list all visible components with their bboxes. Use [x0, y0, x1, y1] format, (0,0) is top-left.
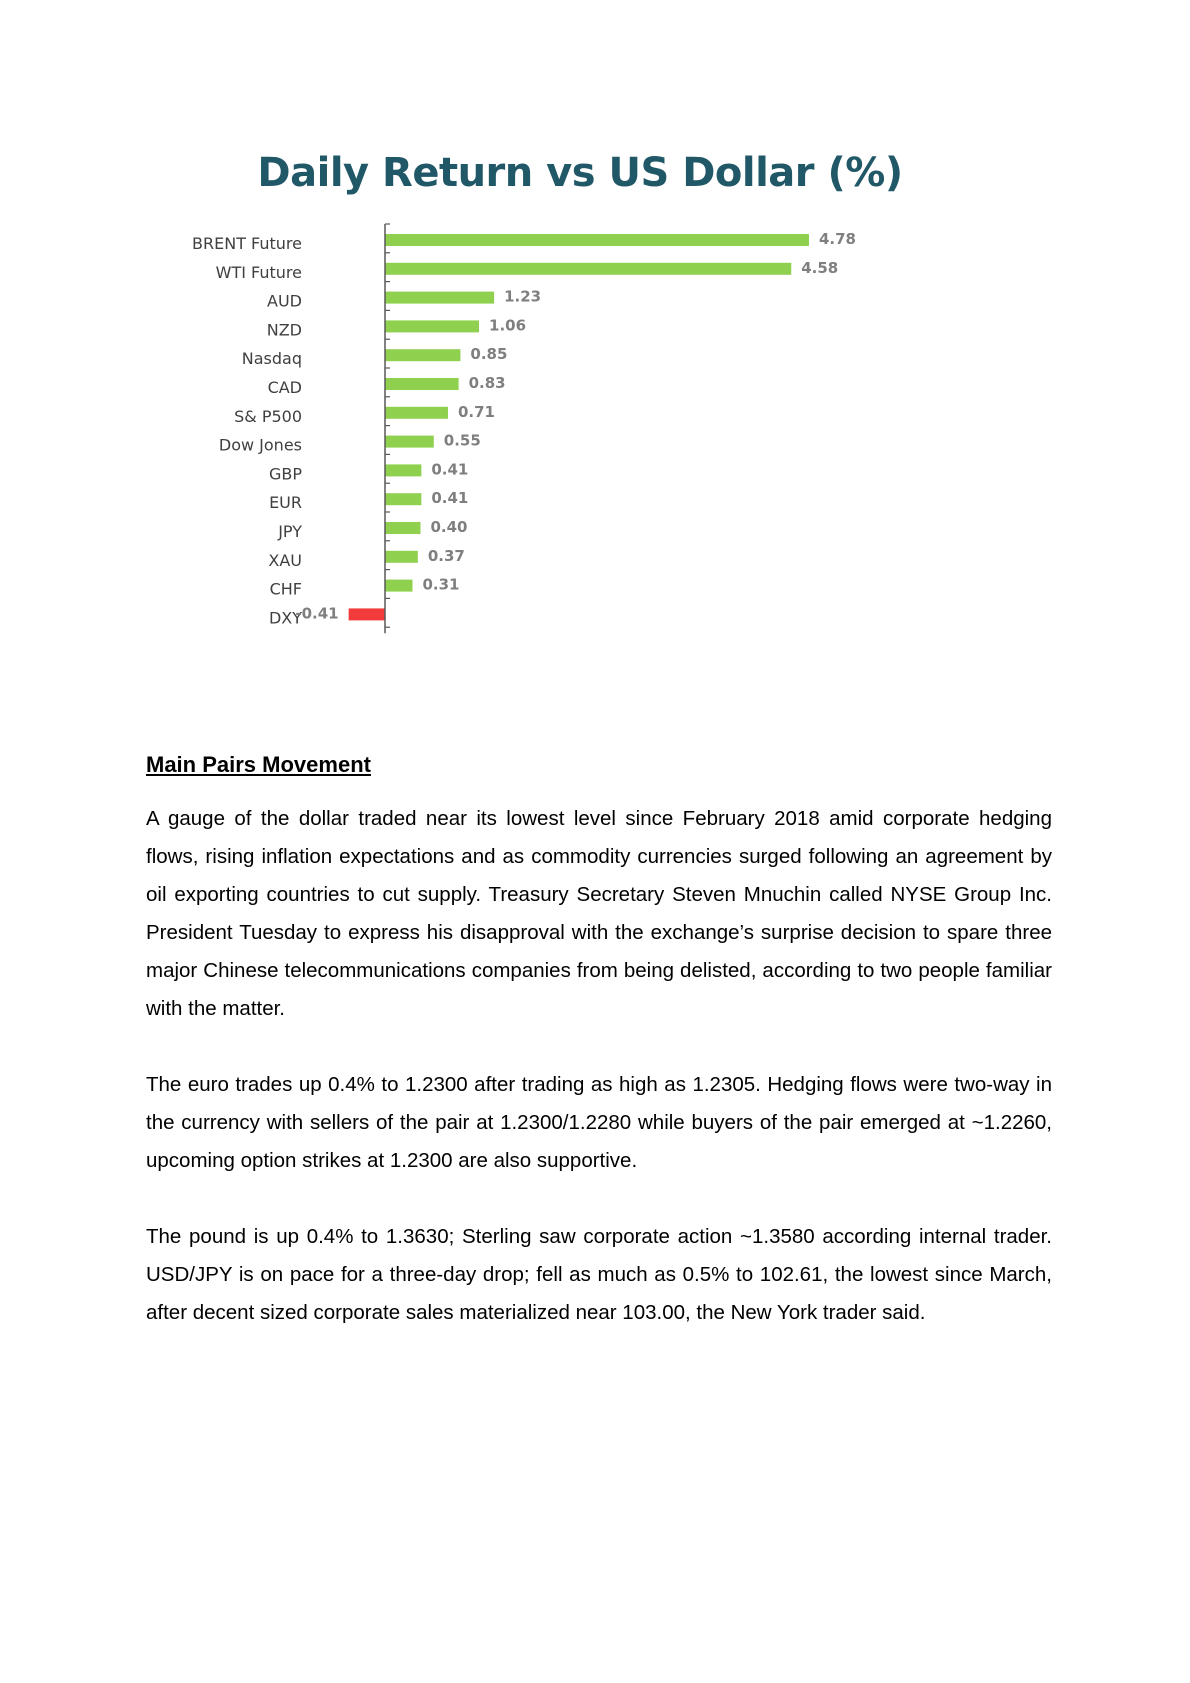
value-label: 0.41: [431, 460, 469, 479]
category-label: XAU: [268, 550, 302, 570]
bar: [385, 436, 434, 448]
value-label: 0.31: [422, 575, 460, 594]
bar: [385, 493, 421, 505]
category-label: EUR: [269, 493, 302, 513]
category-label: DXY: [268, 608, 302, 628]
value-label: 0.55: [443, 431, 481, 450]
paragraph-euro: The euro trades up 0.4% to 1.2300 after trading as high as 1.2305. Hedging flows were two-way in the currency with sellers of the pair at 1.2300/1.2280 while buyers of the pair emerged at ~1.2260, upcoming option strikes at 1.2300 are also supportive.: [146, 1073, 1052, 1172]
chart-title: Daily Return vs US Dollar (%): [257, 150, 903, 196]
bar: [349, 608, 385, 620]
bar: [385, 551, 418, 563]
category-label: WTI Future: [215, 262, 302, 282]
category-label: S& P500: [234, 406, 302, 426]
value-label: 0.40: [430, 518, 468, 536]
value-label: 0.71: [457, 402, 495, 421]
bar: [385, 407, 448, 419]
bar: [385, 292, 494, 304]
bar: [385, 464, 421, 476]
value-label: 0.37: [427, 546, 465, 565]
category-label: CAD: [267, 378, 302, 397]
bar: [385, 349, 460, 361]
bar: [385, 320, 479, 332]
value-label: 4.78: [818, 230, 857, 248]
bar: [385, 580, 412, 592]
article: [146, 750, 1052, 1370]
bar: [385, 234, 809, 246]
category-label: Dow Jones: [218, 435, 302, 455]
bar: [385, 263, 791, 275]
category-label: GBP: [268, 464, 302, 484]
category-label: BRENT Future: [192, 234, 302, 253]
category-label: JPY: [278, 522, 302, 541]
value-label: 0.83: [468, 374, 506, 392]
paragraph-pound: The pound is up 0.4% to 1.3630; Sterling saw corporate action ~1.3580 according internal trader. USD/JPY is on pace for a three-day drop; fell as much as 0.5% to 102.61, the lowest since March, after decent sized corporate sales materialized near 103.00, the New York trader said.: [146, 1225, 1052, 1324]
value-label: 0.85: [470, 345, 508, 364]
category-label: CHF: [269, 579, 302, 599]
value-label: 0.41: [431, 489, 469, 508]
category-label: AUD: [267, 291, 302, 311]
bar: [385, 378, 459, 390]
value-label: -0.41: [295, 604, 339, 623]
category-label: Nasdaq: [241, 349, 302, 369]
paragraph-dollar-gauge: A gauge of the dollar traded near its lowest level since February 2018 amid corporate hedging flows, rising inflation expectations and as commodity currencies surged following an agreement by oil exporting countries to cut supply. Treasury Secretary Steven Mnuchin called NYSE Group Inc. President Tuesday to express his disapproval with the exchange’s surprise decision to spare three major Chinese telecommunications companies from being delisted, according to two people familiar with the matter.: [146, 807, 1052, 1020]
value-label: 4.58: [801, 258, 839, 277]
value-label: 1.06: [489, 316, 527, 335]
value-label: 1.23: [504, 287, 542, 306]
section-heading: Main Pairs Movement: [146, 752, 371, 777]
category-label: NZD: [266, 320, 302, 340]
bar: [385, 522, 420, 534]
daily-return-bar-chart: [150, 230, 970, 628]
